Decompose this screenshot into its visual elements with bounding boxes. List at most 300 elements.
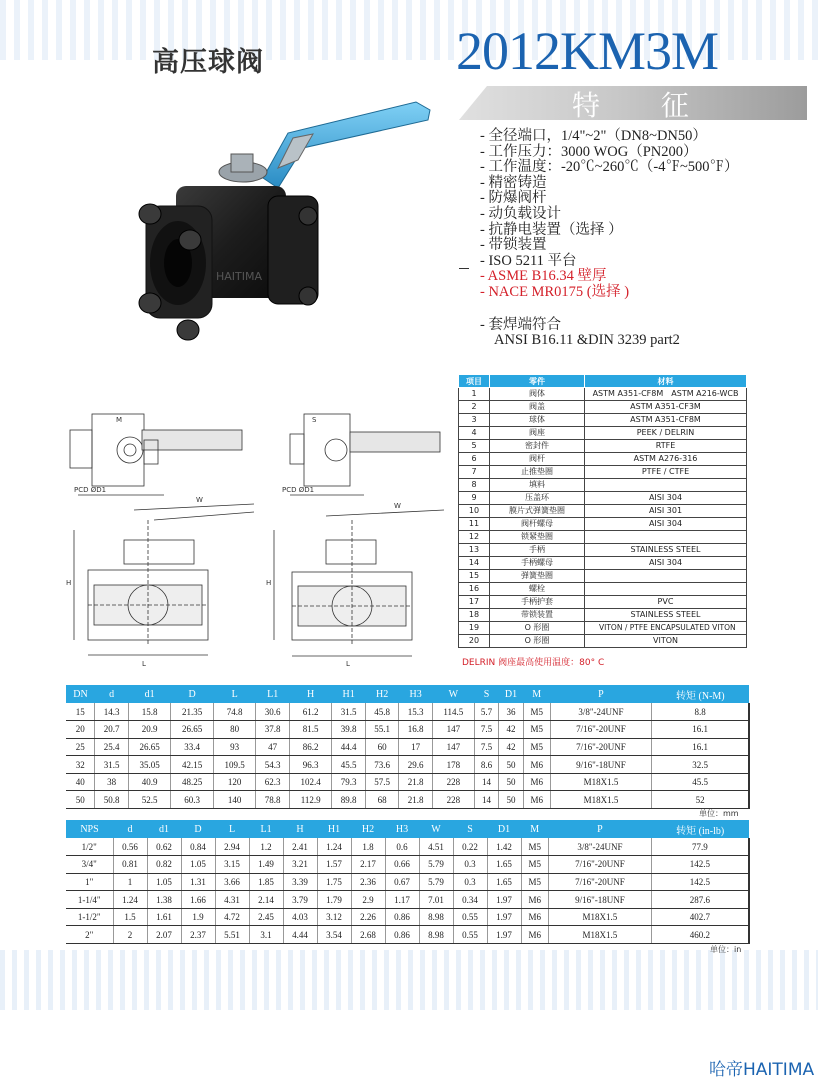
footer-brand: 哈帝HAITIMA — [709, 1060, 815, 1080]
dimension-cell: 1.24 — [113, 891, 147, 909]
dimension-cell: 1.05 — [181, 856, 215, 874]
materials-cell: 6 — [459, 453, 490, 466]
materials-row — [459, 570, 747, 583]
dimension-cell: 0.81 — [113, 856, 147, 874]
dimension-cell: 96.3 — [289, 756, 332, 774]
dimension-header: W — [432, 685, 474, 703]
dimension-cell: 50.8 — [95, 791, 129, 809]
dimension-cell: 54.3 — [256, 756, 290, 774]
dimension-header: 转矩 (N-M) — [652, 685, 749, 703]
dimension-cell: 2.9 — [351, 891, 385, 909]
dimensions-table-metric — [66, 685, 750, 809]
dimension-cell: 36 — [499, 703, 523, 721]
dimension-header: S — [474, 685, 499, 703]
materials-row — [459, 453, 747, 466]
dimension-cell: 3.79 — [283, 891, 317, 909]
dimension-cell: 21.8 — [399, 791, 433, 809]
dimension-cell: 112.9 — [289, 791, 332, 809]
dimension-cell: 1.24 — [317, 838, 351, 856]
materials-row — [459, 388, 747, 401]
dimension-cell: 5.79 — [419, 873, 453, 891]
dimension-cell: 32 — [66, 756, 95, 774]
dimension-cell: 4.51 — [419, 838, 453, 856]
dimensions-table-inch — [66, 820, 750, 944]
dimension-cell: 31.5 — [95, 756, 129, 774]
dimension-cell: 1.79 — [317, 891, 351, 909]
dimension-cell: 2.41 — [283, 838, 317, 856]
dimension-cell: 9/16"-18UNF — [548, 891, 651, 909]
feature-item: - ASME B16.34 壁厚 — [480, 268, 607, 285]
dimension-cell: 1.5 — [113, 908, 147, 926]
materials-row — [459, 544, 747, 557]
dimension-cell: 402.7 — [651, 908, 749, 926]
dimension-cell: M6 — [521, 891, 548, 909]
dimension-header: D1 — [487, 820, 521, 838]
dimension-header: d1 — [128, 685, 171, 703]
materials-cell: 止推垫圈 — [490, 466, 585, 479]
dimension-cell: 0.6 — [385, 838, 419, 856]
dimension-cell: 1-1/4" — [66, 891, 113, 909]
label-w-right: W — [394, 502, 401, 510]
dimension-cell: 52.5 — [128, 791, 171, 809]
dimension-cell: 1 — [113, 873, 147, 891]
dimension-cell: 120 — [213, 773, 256, 791]
dimension-cell: M18X1.5 — [550, 791, 651, 809]
dimension-cell: 8.8 — [652, 703, 749, 721]
dimension-header: L — [215, 820, 249, 838]
dimension-cell: 3.66 — [215, 873, 249, 891]
dimension-cell: 147 — [432, 721, 474, 739]
dimension-cell: M18X1.5 — [550, 773, 651, 791]
unit-note-inch: 单位：in — [710, 945, 742, 954]
bottom-background-pattern — [0, 950, 818, 1010]
materials-cell: 2 — [459, 401, 490, 414]
technical-drawings — [64, 400, 456, 670]
dimension-cell: 2.14 — [249, 891, 283, 909]
dimension-cell: 1/2" — [66, 838, 113, 856]
dimension-cell: 50 — [499, 773, 523, 791]
materials-cell: ASTM A276-316 — [585, 453, 747, 466]
materials-cell: 8 — [459, 479, 490, 492]
table-row — [66, 791, 749, 809]
dimension-cell: 0.82 — [147, 856, 181, 874]
materials-cell: 手柄护套 — [490, 596, 585, 609]
materials-cell: 锁紧垫圈 — [490, 531, 585, 544]
dimension-cell: 109.5 — [213, 756, 256, 774]
table-row — [66, 856, 749, 874]
dimension-cell: 1.17 — [385, 891, 419, 909]
materials-cell — [585, 583, 747, 596]
dimension-cell: 26.65 — [128, 738, 171, 756]
dimension-header: W — [419, 820, 453, 838]
dimension-header: H1 — [332, 685, 366, 703]
dimension-cell: 8.98 — [419, 926, 453, 944]
materials-row — [459, 466, 747, 479]
dimension-cell: 37.8 — [256, 721, 290, 739]
materials-cell: PVC — [585, 596, 747, 609]
dimension-cell: 1.85 — [249, 873, 283, 891]
dimension-cell: 0.56 — [113, 838, 147, 856]
dimension-cell: 20.7 — [95, 721, 129, 739]
label-pcd-left: PCD ØD1 — [74, 486, 107, 494]
dimension-cell: 7.5 — [474, 721, 499, 739]
dimension-cell: 1.9 — [181, 908, 215, 926]
dimension-header: P — [550, 685, 651, 703]
dimension-cell: M6 — [521, 926, 548, 944]
dimension-cell: 25.4 — [95, 738, 129, 756]
table-row — [66, 908, 749, 926]
dimension-cell: 178 — [432, 756, 474, 774]
materials-cell: 14 — [459, 557, 490, 570]
dimension-cell: 93 — [213, 738, 256, 756]
dimension-cell: M18X1.5 — [548, 926, 651, 944]
dimension-cell: 81.5 — [289, 721, 332, 739]
label-pcd-right: PCD ØD1 — [282, 486, 315, 494]
dimension-cell: 45.8 — [365, 703, 399, 721]
dimension-cell: 4.03 — [283, 908, 317, 926]
dimension-cell: 7/16"-20UNF — [548, 856, 651, 874]
dimension-cell: 16.1 — [652, 738, 749, 756]
dimension-cell: 7/16"-20UNF — [550, 721, 651, 739]
dimension-cell: 3/8"-24UNF — [550, 703, 651, 721]
dimension-cell: 62.3 — [256, 773, 290, 791]
dimension-header: S — [453, 820, 487, 838]
materials-cell: 密封件 — [490, 440, 585, 453]
dimension-cell: 0.22 — [453, 838, 487, 856]
valve-photo — [128, 98, 448, 353]
dimension-cell: 45.5 — [652, 773, 749, 791]
materials-cell — [585, 531, 747, 544]
materials-cell — [585, 479, 747, 492]
materials-cell — [585, 570, 747, 583]
label-h-right: H — [266, 579, 272, 587]
dimension-cell: 52 — [652, 791, 749, 809]
materials-cell: 3 — [459, 414, 490, 427]
dimension-cell: 2.45 — [249, 908, 283, 926]
dimension-cell: 2 — [113, 926, 147, 944]
dimension-cell: 0.55 — [453, 908, 487, 926]
dimension-cell: M5 — [523, 703, 550, 721]
materials-header: 项目 — [459, 375, 490, 388]
dimension-header: H3 — [399, 685, 433, 703]
materials-cell: 阀杆螺母 — [490, 518, 585, 531]
dimension-header: D1 — [499, 685, 523, 703]
dimension-cell: M5 — [521, 838, 548, 856]
table-row — [66, 773, 749, 791]
materials-row — [459, 583, 747, 596]
dimension-cell: 3.21 — [283, 856, 317, 874]
dimension-cell: 14 — [474, 791, 499, 809]
dimension-cell: 57.5 — [365, 773, 399, 791]
dimension-cell: 32.5 — [652, 756, 749, 774]
dimension-cell: 26.65 — [171, 721, 214, 739]
feature-item: - 动负载设计 — [480, 205, 561, 222]
dimension-cell: 0.86 — [385, 926, 419, 944]
materials-row — [459, 531, 747, 544]
dimension-cell: 86.2 — [289, 738, 332, 756]
dimension-cell: 5.79 — [419, 856, 453, 874]
valve-logo-text: HAITIMA — [216, 270, 263, 283]
dimension-cell: 1.49 — [249, 856, 283, 874]
dimension-cell: 1.57 — [317, 856, 351, 874]
dimension-cell: M6 — [521, 908, 548, 926]
materials-cell: 17 — [459, 596, 490, 609]
dimension-header: NPS — [66, 820, 113, 838]
label-m: M — [116, 416, 123, 424]
materials-cell: AISI 301 — [585, 505, 747, 518]
materials-cell: AISI 304 — [585, 518, 747, 531]
dimension-cell: 77.9 — [651, 838, 749, 856]
dimension-cell: M6 — [523, 791, 550, 809]
dimension-cell: 21.8 — [399, 773, 433, 791]
dimension-cell: 20 — [66, 721, 95, 739]
materials-row — [459, 518, 747, 531]
dimension-cell: 42.15 — [171, 756, 214, 774]
dimension-cell: 74.8 — [213, 703, 256, 721]
dimension-cell: 2" — [66, 926, 113, 944]
dimension-cell: 1.97 — [487, 908, 521, 926]
dimension-header: H1 — [317, 820, 351, 838]
materials-cell: 20 — [459, 635, 490, 648]
dimension-cell: 2.94 — [215, 838, 249, 856]
materials-cell: RTFE — [585, 440, 747, 453]
dimension-cell: 73.6 — [365, 756, 399, 774]
dimension-cell: 15.8 — [128, 703, 171, 721]
dimension-cell: 60.3 — [171, 791, 214, 809]
dimension-cell: 68 — [365, 791, 399, 809]
dimension-cell: 228 — [432, 791, 474, 809]
dimension-cell: 2.07 — [147, 926, 181, 944]
feature-item: - 带锁装置 — [480, 237, 547, 254]
materials-cell: 弹簧垫圈 — [490, 570, 585, 583]
dimension-cell: 0.62 — [147, 838, 181, 856]
dimension-cell: 31.5 — [332, 703, 366, 721]
dimension-header: M — [521, 820, 548, 838]
dimension-cell: 50 — [499, 791, 523, 809]
materials-cell: STAINLESS STEEL — [585, 544, 747, 557]
dimension-cell: 50 — [66, 791, 95, 809]
dimension-cell: 47 — [256, 738, 290, 756]
dimension-cell: 80 — [213, 721, 256, 739]
dimension-cell: 1.2 — [249, 838, 283, 856]
dimension-cell: 21.35 — [171, 703, 214, 721]
dimension-cell: 1.38 — [147, 891, 181, 909]
dimension-cell: 15 — [66, 703, 95, 721]
feature-item: - 套焊端符合 — [480, 316, 561, 333]
dimension-cell: 1.31 — [181, 873, 215, 891]
dimension-cell: M18X1.5 — [548, 908, 651, 926]
dimension-cell: 2.36 — [351, 873, 385, 891]
materials-cell: VITON / PTFE ENCAPSULATED VITON — [585, 622, 747, 635]
dimension-header: L — [213, 685, 256, 703]
dimension-cell: 55.1 — [365, 721, 399, 739]
dimension-cell: 3.1 — [249, 926, 283, 944]
dimension-cell: 3.12 — [317, 908, 351, 926]
dimension-cell: 50 — [499, 756, 523, 774]
dimension-header: d1 — [147, 820, 181, 838]
materials-cell: 7 — [459, 466, 490, 479]
dimension-header: H3 — [385, 820, 419, 838]
label-l-left: L — [142, 660, 146, 668]
materials-row — [459, 492, 747, 505]
dimension-cell: 102.4 — [289, 773, 332, 791]
dimension-header: d — [113, 820, 147, 838]
label-l-right: L — [346, 660, 350, 668]
dimension-cell: 9/16"-18UNF — [550, 756, 651, 774]
table-row — [66, 756, 749, 774]
dimension-cell: 60 — [365, 738, 399, 756]
dimension-cell: 5.7 — [474, 703, 499, 721]
dimension-header: d — [95, 685, 129, 703]
dimension-cell: 14.3 — [95, 703, 129, 721]
dimension-header: M — [523, 685, 550, 703]
materials-row — [459, 635, 747, 648]
materials-cell: 手柄螺母 — [490, 557, 585, 570]
table-row — [66, 721, 749, 739]
materials-cell: 1 — [459, 388, 490, 401]
materials-cell: STAINLESS STEEL — [585, 609, 747, 622]
materials-row — [459, 427, 747, 440]
dimension-header: L1 — [249, 820, 283, 838]
dimension-cell: M5 — [523, 738, 550, 756]
dimension-cell: 45.5 — [332, 756, 366, 774]
dimension-cell: 114.5 — [432, 703, 474, 721]
dimension-cell: 38 — [95, 773, 129, 791]
materials-row — [459, 609, 747, 622]
label-s: S — [312, 416, 317, 424]
table-row — [66, 926, 749, 944]
materials-header: 材料 — [585, 375, 747, 388]
dimension-cell: 287.6 — [651, 891, 749, 909]
materials-table — [458, 374, 747, 648]
materials-cell: 带锁装置 — [490, 609, 585, 622]
dimension-cell: 16.8 — [399, 721, 433, 739]
materials-cell: 11 — [459, 518, 490, 531]
materials-cell: PEEK / DELRIN — [585, 427, 747, 440]
dimension-cell: 3/8"-24UNF — [548, 838, 651, 856]
materials-header: 零件 — [490, 375, 585, 388]
dimension-cell: 1.61 — [147, 908, 181, 926]
dimension-cell: 228 — [432, 773, 474, 791]
dimension-cell: 0.3 — [453, 856, 487, 874]
dimension-cell: 25 — [66, 738, 95, 756]
dimension-cell: 30.6 — [256, 703, 290, 721]
materials-cell: 手柄 — [490, 544, 585, 557]
dash-mark — [459, 268, 469, 269]
dimension-cell: 42 — [499, 738, 523, 756]
model-number: 2012KM3M — [456, 21, 719, 81]
dimension-cell: 2.68 — [351, 926, 385, 944]
dimension-cell: 4.31 — [215, 891, 249, 909]
material-alternate: ASTM A216-WCB — [671, 389, 739, 398]
dimension-cell: 39.8 — [332, 721, 366, 739]
label-w-left: W — [196, 496, 203, 504]
dimension-cell: 1" — [66, 873, 113, 891]
dimension-cell: 2.37 — [181, 926, 215, 944]
dimension-cell: 1.75 — [317, 873, 351, 891]
dimension-cell: 7.01 — [419, 891, 453, 909]
materials-cell: 膜片式弹簧垫圈 — [490, 505, 585, 518]
dimension-cell: 0.66 — [385, 856, 419, 874]
materials-cell: 9 — [459, 492, 490, 505]
dimension-header: 转矩 (in-lb) — [651, 820, 749, 838]
materials-cell: O 形圈 — [490, 635, 585, 648]
materials-cell: 球体 — [490, 414, 585, 427]
table-row — [66, 873, 749, 891]
feature-item: - NACE MR0175 (选择 ) — [480, 283, 630, 300]
dimension-cell: 35.05 — [128, 756, 171, 774]
materials-cell: 19 — [459, 622, 490, 635]
materials-cell: 18 — [459, 609, 490, 622]
features-list — [480, 129, 739, 349]
materials-cell: 4 — [459, 427, 490, 440]
dimension-cell: M6 — [523, 756, 550, 774]
materials-cell: ASTM A351-CF3M — [585, 401, 747, 414]
dimension-cell: M5 — [523, 721, 550, 739]
dimension-cell: 16.1 — [652, 721, 749, 739]
dimension-header: H — [289, 685, 332, 703]
materials-cell: 13 — [459, 544, 490, 557]
dimension-cell: 7.5 — [474, 738, 499, 756]
dimension-cell: 0.3 — [453, 873, 487, 891]
dimension-cell: 0.84 — [181, 838, 215, 856]
unit-note-metric: 单位：mm — [699, 809, 739, 818]
table-row — [66, 703, 749, 721]
product-name: 高压球阀 — [152, 47, 264, 78]
dimension-cell: 14 — [474, 773, 499, 791]
materials-cell — [585, 388, 747, 401]
dimension-cell: 1-1/2" — [66, 908, 113, 926]
dimension-cell: 44.4 — [332, 738, 366, 756]
dimension-header: H2 — [365, 685, 399, 703]
materials-cell: AISI 304 — [585, 492, 747, 505]
feature-item: - 工作温度：-20℃~260℃（-4℉~500℉） — [480, 159, 739, 176]
materials-cell: 15 — [459, 570, 490, 583]
dimension-cell: M5 — [521, 873, 548, 891]
dimension-cell: 142.5 — [651, 873, 749, 891]
dimension-cell: 0.55 — [453, 926, 487, 944]
materials-cell: VITON — [585, 635, 747, 648]
dimension-cell: 3/4" — [66, 856, 113, 874]
materials-row — [459, 622, 747, 635]
dimension-cell: 8.98 — [419, 908, 453, 926]
dimension-cell: 17 — [399, 738, 433, 756]
dimension-cell: 1.65 — [487, 873, 521, 891]
feature-item: - 防爆阀杆 — [480, 190, 547, 207]
dimension-cell: 3.54 — [317, 926, 351, 944]
dimension-cell: 7/16"-20UNF — [548, 873, 651, 891]
dimension-cell: 4.44 — [283, 926, 317, 944]
materials-cell: 阀体 — [490, 388, 585, 401]
dimension-cell: 8.6 — [474, 756, 499, 774]
delrin-note: DELRIN 阀座最高使用温度：80° C — [462, 658, 605, 668]
materials-cell: 阀盖 — [490, 401, 585, 414]
dimension-cell: 1.66 — [181, 891, 215, 909]
dimension-cell: 140 — [213, 791, 256, 809]
dimension-cell: M5 — [521, 856, 548, 874]
dimension-cell: 42 — [499, 721, 523, 739]
materials-row — [459, 479, 747, 492]
dimension-cell: 78.8 — [256, 791, 290, 809]
table-row — [66, 891, 749, 909]
dimension-header: D — [171, 685, 214, 703]
materials-cell: ASTM A351-CF8M — [585, 414, 747, 427]
materials-cell: O 形圈 — [490, 622, 585, 635]
dimension-cell: 40 — [66, 773, 95, 791]
dimension-cell: 0.86 — [385, 908, 419, 926]
materials-row — [459, 505, 747, 518]
dimension-cell: 2.17 — [351, 856, 385, 874]
